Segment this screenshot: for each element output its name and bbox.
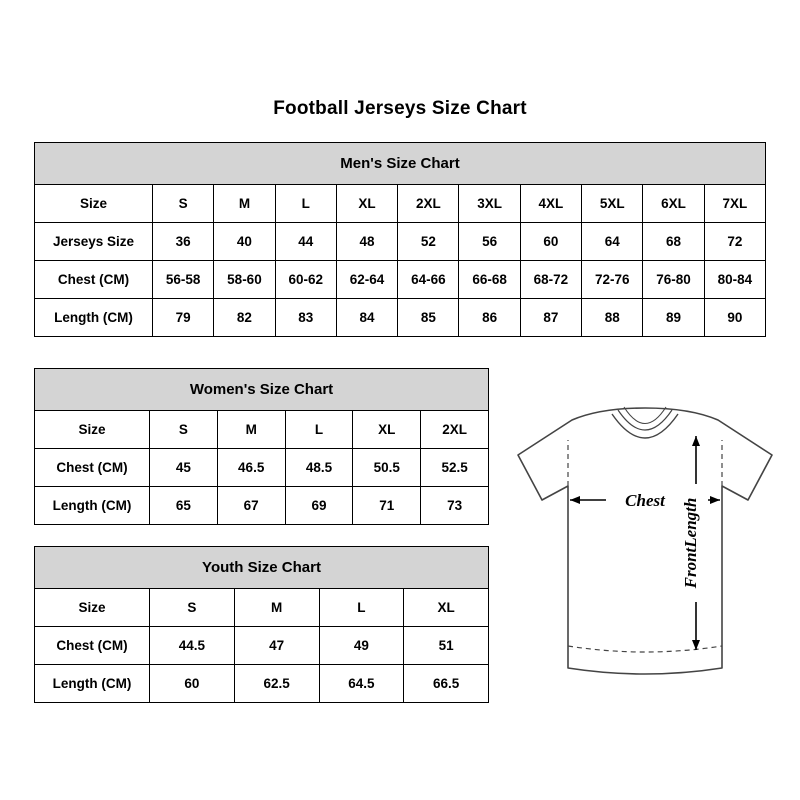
chest-label: Chest	[625, 491, 665, 510]
table-cell: L	[285, 411, 353, 449]
table-cell: 85	[398, 299, 459, 337]
table-cell: L	[319, 589, 404, 627]
womens-table-body	[35, 369, 489, 525]
table-cell: 58-60	[214, 261, 275, 299]
table-cell: 6XL	[643, 185, 704, 223]
table-cell: 64-66	[398, 261, 459, 299]
table-cell: 86	[459, 299, 520, 337]
table-cell: XL	[353, 411, 421, 449]
table-cell: 48	[336, 223, 397, 261]
jersey-measurement-diagram	[500, 400, 790, 700]
womens-size-chart-table	[34, 368, 489, 525]
table-cell: 48.5	[285, 449, 353, 487]
table-cell: 88	[582, 299, 643, 337]
table-cell: S	[150, 589, 235, 627]
table-cell: 71	[353, 487, 421, 525]
table-cell: 84	[336, 299, 397, 337]
table-cell: 60-62	[275, 261, 336, 299]
table-cell: 46.5	[217, 449, 285, 487]
table-cell: 47	[234, 627, 319, 665]
table-cell: 5XL	[582, 185, 643, 223]
table-row	[35, 487, 489, 525]
table-cell: 72-76	[582, 261, 643, 299]
table-cell: M	[217, 411, 285, 449]
table-cell: M	[234, 589, 319, 627]
table-cell: 51	[404, 627, 489, 665]
mens-size-chart-table	[34, 142, 766, 337]
table-cell: 44	[275, 223, 336, 261]
youth-table-body	[35, 547, 489, 703]
table-cell: 89	[643, 299, 704, 337]
table-row	[35, 185, 766, 223]
table-row	[35, 627, 489, 665]
table-cell: 62.5	[234, 665, 319, 703]
page-title: Football Jerseys Size Chart	[273, 98, 527, 119]
table-cell: 76-80	[643, 261, 704, 299]
front-length-label: FrontLength	[681, 497, 700, 589]
table-cell: 60	[150, 665, 235, 703]
table-cell: 44.5	[150, 627, 235, 665]
table-cell: 72	[704, 223, 765, 261]
table-caption-row	[35, 143, 766, 185]
table-cell: 56	[459, 223, 520, 261]
row-label: Length (CM)	[35, 299, 153, 337]
youth-size-chart-table	[34, 546, 489, 703]
table-caption-row	[35, 547, 489, 589]
row-label: Length (CM)	[35, 665, 150, 703]
table-cell: L	[275, 185, 336, 223]
table-caption: Men's Size Chart	[35, 143, 766, 185]
table-cell: XL	[336, 185, 397, 223]
table-caption: Women's Size Chart	[35, 369, 489, 411]
table-cell: XL	[404, 589, 489, 627]
table-cell: 64	[582, 223, 643, 261]
table-cell: 64.5	[319, 665, 404, 703]
table-cell: 4XL	[520, 185, 581, 223]
table-cell: S	[150, 411, 218, 449]
table-cell: 52	[398, 223, 459, 261]
table-cell: 56-58	[153, 261, 214, 299]
table-cell: 40	[214, 223, 275, 261]
table-cell: 80-84	[704, 261, 765, 299]
row-label: Chest (CM)	[35, 261, 153, 299]
table-cell: 62-64	[336, 261, 397, 299]
table-cell: 66.5	[404, 665, 489, 703]
table-cell: M	[214, 185, 275, 223]
table-cell: 3XL	[459, 185, 520, 223]
table-row	[35, 589, 489, 627]
mens-table-body	[35, 143, 766, 337]
table-row	[35, 449, 489, 487]
table-row	[35, 411, 489, 449]
table-cell: 66-68	[459, 261, 520, 299]
row-label: Chest (CM)	[35, 449, 150, 487]
table-cell: 52.5	[421, 449, 489, 487]
table-caption-row	[35, 369, 489, 411]
row-label: Chest (CM)	[35, 627, 150, 665]
table-cell: 65	[150, 487, 218, 525]
table-cell: 50.5	[353, 449, 421, 487]
table-row	[35, 665, 489, 703]
row-label: Size	[35, 411, 150, 449]
row-label: Size	[35, 589, 150, 627]
table-cell: 82	[214, 299, 275, 337]
row-label: Jerseys Size	[35, 223, 153, 261]
table-cell: 67	[217, 487, 285, 525]
jersey-outline	[518, 408, 772, 674]
table-row	[35, 223, 766, 261]
row-label: Length (CM)	[35, 487, 150, 525]
table-cell: 68-72	[520, 261, 581, 299]
table-row	[35, 261, 766, 299]
table-cell: 2XL	[421, 411, 489, 449]
table-cell: 83	[275, 299, 336, 337]
table-cell: 69	[285, 487, 353, 525]
table-cell: 73	[421, 487, 489, 525]
table-cell: 49	[319, 627, 404, 665]
row-label: Size	[35, 185, 153, 223]
table-cell: 90	[704, 299, 765, 337]
table-cell: 68	[643, 223, 704, 261]
table-cell: 36	[153, 223, 214, 261]
table-cell: 79	[153, 299, 214, 337]
table-cell: 7XL	[704, 185, 765, 223]
table-cell: 2XL	[398, 185, 459, 223]
table-cell: 87	[520, 299, 581, 337]
table-cell: S	[153, 185, 214, 223]
table-cell: 60	[520, 223, 581, 261]
table-row	[35, 299, 766, 337]
table-caption: Youth Size Chart	[35, 547, 489, 589]
table-cell: 45	[150, 449, 218, 487]
